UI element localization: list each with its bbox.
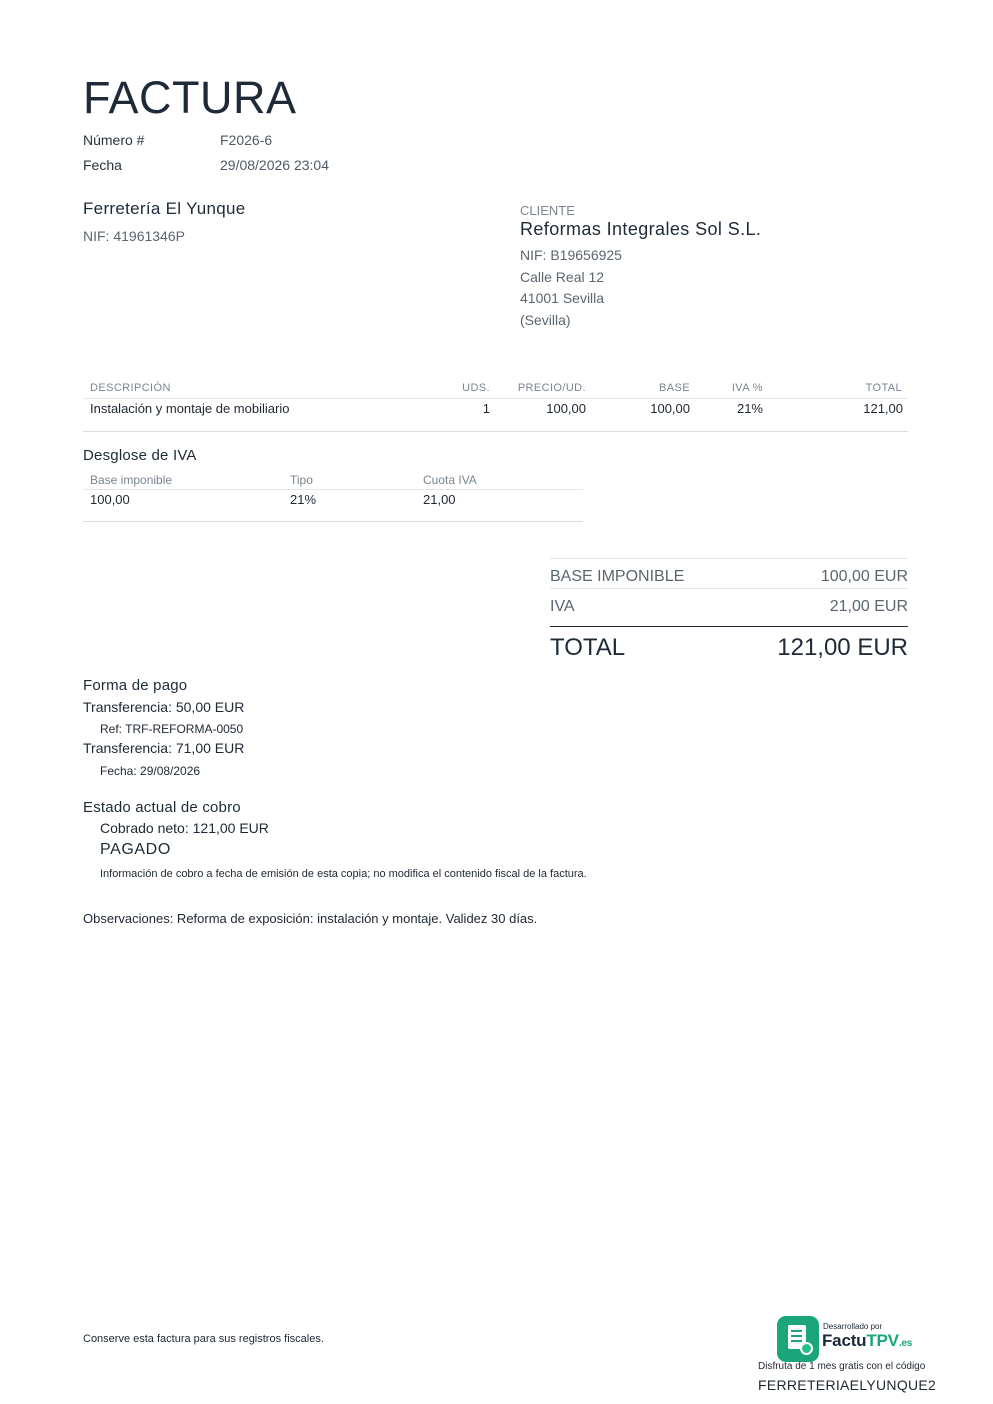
client-nif: NIF: B19656925 bbox=[520, 247, 622, 263]
invoice-date-label: Fecha bbox=[83, 157, 122, 173]
promo-line: Disfruta de 1 mes gratis con el código bbox=[758, 1361, 926, 1372]
client-caption: CLIENTE bbox=[520, 203, 575, 218]
promo-code: FERRETERIAELYUNQUE2 bbox=[758, 1377, 937, 1393]
table-row bbox=[83, 399, 908, 421]
vat-header bbox=[83, 470, 583, 490]
promo-brand-part: .es bbox=[898, 1338, 913, 1349]
invoice-date: 29/08/2026 23:04 bbox=[220, 157, 329, 173]
seller-name: Ferretería El Yunque bbox=[83, 199, 246, 218]
item-price: 100,00 bbox=[546, 401, 586, 416]
header-base: BASE bbox=[659, 382, 690, 394]
totals-base-row bbox=[550, 558, 908, 588]
totals-box bbox=[550, 558, 908, 666]
totals-grand-label: TOTAL bbox=[550, 634, 626, 661]
header-vat: IVA % bbox=[731, 382, 763, 394]
client-address: Calle Real 12 bbox=[520, 269, 605, 285]
payment-detail: Fecha: 29/08/2026 bbox=[100, 764, 201, 778]
observations: Observaciones: Reforma de exposición: instalación y montaje. Validez 30 días. bbox=[83, 911, 538, 926]
header-description: DESCRIPCIÓN bbox=[90, 382, 171, 394]
promo-developed-by: Desarrollado por bbox=[823, 1322, 883, 1331]
item-units: 1 bbox=[482, 401, 490, 416]
vat-header-base: Base imponible bbox=[90, 473, 173, 487]
totals-base-label: BASE IMPONIBLE bbox=[550, 568, 685, 585]
table-row bbox=[83, 490, 583, 510]
client-name: Reformas Integrales Sol S.L. bbox=[520, 219, 762, 239]
client-province: (Sevilla) bbox=[520, 312, 571, 328]
vat-base: 100,00 bbox=[90, 492, 130, 507]
payment-title: Forma de pago bbox=[83, 677, 188, 694]
totals-grand-row bbox=[550, 626, 908, 666]
item-description: Instalación y montaje de mobiliario bbox=[90, 401, 290, 416]
items-divider bbox=[83, 431, 908, 432]
header-price: PRECIO/UD. bbox=[517, 382, 586, 394]
header-total: TOTAL bbox=[865, 382, 902, 394]
footer-note: Conserve esta factura para sus registros fiscales. bbox=[83, 1333, 324, 1345]
seller-nif: NIF: 41961346P bbox=[83, 228, 185, 244]
vat-quota: 21,00 bbox=[423, 492, 456, 507]
promo-brand-part: Factu bbox=[822, 1331, 867, 1350]
totals-vat-value: 21,00 EUR bbox=[829, 598, 908, 615]
client-city: 41001 Sevilla bbox=[520, 290, 605, 306]
items-table bbox=[83, 376, 908, 421]
collection-net: Cobrado neto: 121,00 EUR bbox=[100, 820, 269, 836]
vat-breakdown-title: Desglose de IVA bbox=[83, 447, 197, 464]
promo-brand[interactable] bbox=[822, 1331, 912, 1351]
totals-vat-label: IVA bbox=[550, 598, 575, 615]
facturtpv-logo-icon bbox=[777, 1316, 819, 1362]
vat-breakdown-table bbox=[83, 470, 583, 510]
invoice-number: F2026-6 bbox=[220, 132, 273, 148]
payment-method: Transferencia: 50,00 EUR bbox=[83, 699, 245, 715]
items-header bbox=[83, 376, 908, 399]
vat-type: 21% bbox=[290, 492, 317, 507]
payment-detail: Ref: TRF-REFORMA-0050 bbox=[100, 722, 244, 736]
payment-method: Transferencia: 71,00 EUR bbox=[83, 740, 245, 756]
status-badge: PAGADO bbox=[100, 841, 171, 858]
invoice-title: FACTURA bbox=[83, 72, 297, 123]
collection-title: Estado actual de cobro bbox=[83, 799, 241, 816]
totals-vat-row bbox=[550, 588, 908, 618]
collection-note: Información de cobro a fecha de emisión de esta copia; no modifica el contenido fiscal de la factura. bbox=[100, 868, 587, 880]
item-base: 100,00 bbox=[650, 401, 690, 416]
vat-divider bbox=[83, 521, 583, 522]
invoice-number-label: Número # bbox=[83, 132, 145, 148]
totals-grand-value: 121,00 EUR bbox=[777, 634, 908, 661]
item-vat: 21% bbox=[736, 401, 763, 416]
promo-brand-part: TPV bbox=[866, 1331, 899, 1350]
vat-header-type: Tipo bbox=[290, 473, 313, 487]
item-total: 121,00 bbox=[863, 401, 903, 416]
totals-base-value: 100,00 EUR bbox=[820, 568, 908, 585]
vat-header-quota: Cuota IVA bbox=[423, 473, 477, 487]
check-icon bbox=[800, 1342, 813, 1355]
header-units: UDS. bbox=[462, 382, 490, 394]
